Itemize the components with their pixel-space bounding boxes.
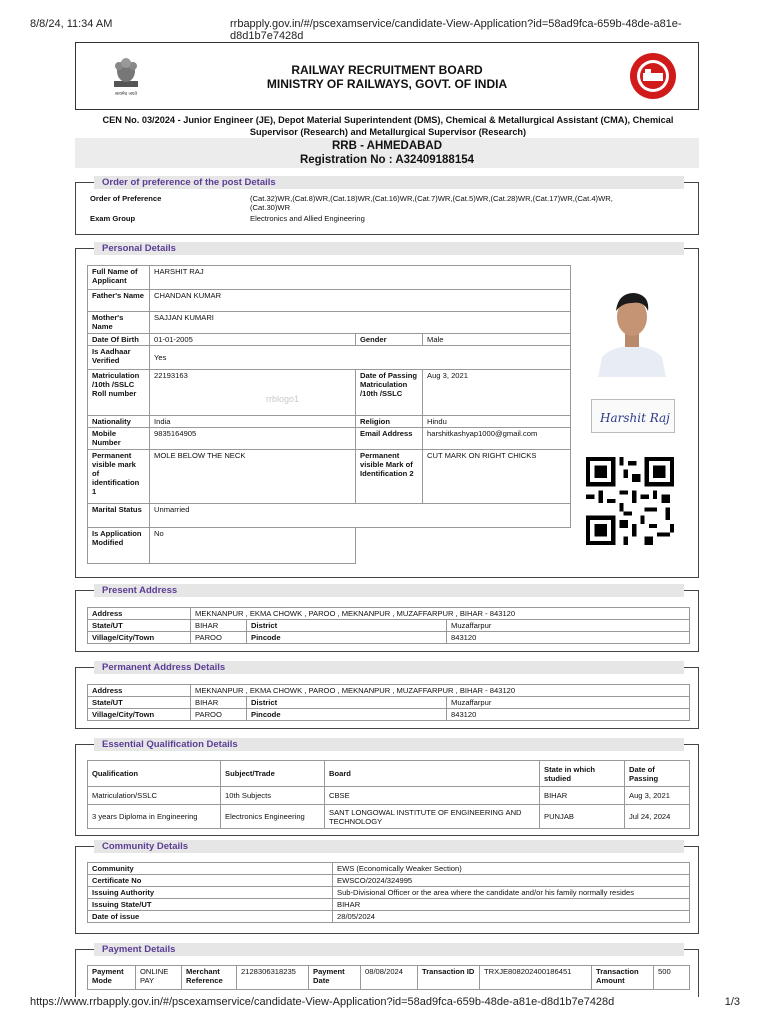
transaction-id-label: Transaction ID bbox=[418, 966, 480, 990]
permanent-state-label: State/UT bbox=[88, 697, 191, 709]
qual-header-subject: Subject/Trade bbox=[221, 761, 325, 787]
preference-label: Order of Preference bbox=[90, 194, 162, 203]
qr-code-icon bbox=[586, 457, 674, 545]
qual-header-date: Date of Passing bbox=[625, 761, 690, 787]
qualification-title: Essential Qualification Details bbox=[94, 738, 684, 751]
preference-title: Order of preference of the post Details bbox=[94, 176, 684, 189]
permanent-address-value: MEKNANPUR , EKMA CHOWK , PAROO , MEKNANPUR , MUZAFFARPUR , BIHAR - 843120 bbox=[191, 685, 690, 697]
qual-cell: CBSE bbox=[325, 787, 540, 805]
applicant-signature bbox=[591, 399, 675, 433]
mark1-label: Permanent visible mark of identification 1 bbox=[88, 450, 150, 504]
qual-cell: BIHAR bbox=[540, 787, 625, 805]
roll-label: Matriculation /10th /SSLC Roll number bbox=[88, 370, 150, 416]
merchant-value: 2128306318235 bbox=[237, 966, 309, 990]
email-label: Email Address bbox=[356, 428, 423, 450]
email-value: harshitkashyap1000@gmail.com bbox=[423, 428, 571, 450]
qual-header-qualification: Qualification bbox=[88, 761, 221, 787]
permanent-village-value: PAROO bbox=[191, 709, 247, 721]
personal-table bbox=[87, 265, 571, 564]
roll-value: 22193163 bbox=[150, 370, 356, 416]
transaction-amount-value: 500 bbox=[654, 966, 690, 990]
print-url: rrbapply.gov.in/#/pscexamservice/candidate-View-Application?id=58ad9fca-659b-48de-a81e-d8d1b7e7428d bbox=[230, 18, 682, 42]
page-number: 1/3 bbox=[724, 996, 740, 1008]
board-header bbox=[75, 42, 699, 110]
rrb-band bbox=[75, 138, 699, 168]
certificate-label: Certificate No bbox=[88, 875, 333, 887]
present-district-label: District bbox=[247, 620, 447, 632]
community-value: EWS (Economically Weaker Section) bbox=[333, 863, 690, 875]
present-village-value: PAROO bbox=[191, 632, 247, 644]
registration-number: Registration No : A32409188154 bbox=[299, 154, 475, 166]
community-label: Community bbox=[88, 863, 333, 875]
transaction-id-value: TRXJE808202400186451 bbox=[480, 966, 592, 990]
qual-header-board: Board bbox=[325, 761, 540, 787]
permanent-pincode-label: Pincode bbox=[247, 709, 447, 721]
present-address-title: Present Address bbox=[94, 584, 684, 597]
present-district-value: Muzaffarpur bbox=[447, 620, 690, 632]
permanent-village-label: Village/City/Town bbox=[88, 709, 191, 721]
modified-label: Is Application Modified bbox=[88, 528, 150, 564]
nationality-label: Nationality bbox=[88, 416, 150, 428]
mobile-value: 9835164905 bbox=[150, 428, 356, 450]
payment-date-label: Payment Date bbox=[309, 966, 361, 990]
watermark: rrblogo1 bbox=[266, 394, 300, 404]
authority-label: Issuing Authority bbox=[88, 887, 333, 899]
table-row bbox=[88, 787, 690, 805]
dob-value: 01-01-2005 bbox=[150, 334, 356, 346]
community-section bbox=[75, 841, 699, 934]
mark2-value: CUT MARK ON RIGHT CHICKS bbox=[423, 450, 571, 504]
qual-cell: 3 years Diploma in Engineering bbox=[88, 805, 221, 829]
personal-section bbox=[75, 243, 699, 578]
permanent-address-label: Address bbox=[88, 685, 191, 697]
qual-cell: 10th Subjects bbox=[221, 787, 325, 805]
mother-value: SAJJAN KUMARI bbox=[150, 312, 571, 334]
mark1-value: MOLE BELOW THE NECK bbox=[150, 450, 356, 504]
present-address-value: MEKNANPUR , EKMA CHOWK , PAROO , MEKNANPUR , MUZAFFARPUR , BIHAR - 843120 bbox=[191, 608, 690, 620]
transaction-amount-label: Transaction Amount bbox=[592, 966, 654, 990]
rrb-name: RRB - AHMEDABAD bbox=[331, 140, 443, 152]
payment-section bbox=[75, 944, 699, 997]
permanent-address-title: Permanent Address Details bbox=[94, 661, 684, 674]
present-state-label: State/UT bbox=[88, 620, 191, 632]
cen-notice bbox=[78, 114, 698, 138]
gender-value: Male bbox=[423, 334, 571, 346]
qualification-table bbox=[87, 760, 690, 829]
qual-header-state: State in which studied bbox=[540, 761, 625, 787]
print-datetime: 8/8/24, 11:34 AM bbox=[30, 18, 113, 30]
full-name-label: Full Name of Applicant bbox=[88, 266, 150, 290]
payment-mode-label: Payment Mode bbox=[88, 966, 136, 990]
religion-value: Hindu bbox=[423, 416, 571, 428]
passing-label: Date of Passing Matriculation /10th /SSLC bbox=[356, 370, 423, 416]
table-row bbox=[88, 805, 690, 829]
issuing-state-label: Issuing State/UT bbox=[88, 899, 333, 911]
payment-date-value: 08/08/2024 bbox=[361, 966, 418, 990]
permanent-address-section bbox=[75, 662, 699, 729]
indian-railways-logo-icon bbox=[628, 51, 678, 101]
emblem-caption: सत्यमेव जयते bbox=[114, 92, 138, 97]
nationality-value: India bbox=[150, 416, 356, 428]
qual-cell: PUNJAB bbox=[540, 805, 625, 829]
signature-text: Harshit Raj bbox=[600, 411, 670, 425]
present-pincode-value: 843120 bbox=[447, 632, 690, 644]
permanent-state-value: BIHAR bbox=[191, 697, 247, 709]
present-pincode-label: Pincode bbox=[247, 632, 447, 644]
qual-cell: Matriculation/SSLC bbox=[88, 787, 221, 805]
issuing-state-value: BIHAR bbox=[333, 899, 690, 911]
issue-date-value: 28/05/2024 bbox=[333, 911, 690, 923]
full-name-value: HARSHIT RAJ bbox=[150, 266, 571, 290]
personal-title: Personal Details bbox=[94, 242, 684, 255]
gender-label: Gender bbox=[356, 334, 423, 346]
preference-value: (Cat.32)WR,(Cat.8)WR,(Cat.18)WR,(Cat.16)WR,(Cat.7)WR,(Cat.5)WR,(Cat.28)WR,(Cat.17)WR,(Cat.4)WR, (Cat.30)WR bbox=[250, 194, 613, 212]
father-value: CHANDAN KUMAR bbox=[150, 290, 571, 312]
father-label: Father's Name bbox=[88, 290, 150, 312]
permanent-district-label: District bbox=[247, 697, 447, 709]
qualification-section bbox=[75, 739, 699, 836]
payment-mode-value: ONLINE PAY bbox=[136, 966, 182, 990]
present-state-value: BIHAR bbox=[191, 620, 247, 632]
religion-label: Religion bbox=[356, 416, 423, 428]
aadhaar-value: Yes bbox=[150, 346, 571, 370]
certificate-value: EWSCO/2024/324995 bbox=[333, 875, 690, 887]
permanent-district-value: Muzaffarpur bbox=[447, 697, 690, 709]
modified-value: No bbox=[150, 528, 356, 564]
marital-label: Marital Status bbox=[88, 504, 150, 528]
present-address-label: Address bbox=[88, 608, 191, 620]
marital-value: Unmarried bbox=[150, 504, 571, 528]
qual-cell: Aug 3, 2021 bbox=[625, 787, 690, 805]
board-title-line1: RAILWAY RECRUITMENT BOARD bbox=[291, 63, 483, 77]
exam-group-value: Electronics and Allied Engineering bbox=[250, 214, 365, 223]
cen-line2: Supervisor (Research) and Metallurgical Supervisor (Research) bbox=[249, 127, 527, 137]
present-village-label: Village/City/Town bbox=[88, 632, 191, 644]
preference-section bbox=[75, 177, 699, 235]
print-footer bbox=[30, 996, 740, 1010]
merchant-label: Merchant Reference bbox=[182, 966, 237, 990]
print-header bbox=[30, 14, 740, 42]
qual-cell: SANT LONGOWAL INSTITUTE OF ENGINEERING AND TECHNOLOGY bbox=[325, 805, 540, 829]
community-title: Community Details bbox=[94, 840, 684, 853]
issue-date-label: Date of issue bbox=[88, 911, 333, 923]
qual-cell: Electronics Engineering bbox=[221, 805, 325, 829]
present-address-section bbox=[75, 585, 699, 652]
mother-label: Mother's Name bbox=[88, 312, 150, 334]
dob-label: Date Of Birth bbox=[88, 334, 150, 346]
footer-url: https://www.rrbapply.gov.in/#/pscexamservice/candidate-View-Application?id=58ad9fca-659b-48de-a81e-d8d1b7e7428d bbox=[30, 996, 615, 1008]
mark2-label: Permanent visible Mark of Identification 2 bbox=[356, 450, 423, 504]
permanent-pincode-value: 843120 bbox=[447, 709, 690, 721]
payment-title: Payment Details bbox=[94, 943, 684, 956]
qual-cell: Jul 24, 2024 bbox=[625, 805, 690, 829]
authority-value: Sub-Divisional Officer or the area where the candidate and/or his family normally resides bbox=[333, 887, 690, 899]
mobile-label: Mobile Number bbox=[88, 428, 150, 450]
cen-line1: CEN No. 03/2024 - Junior Engineer (JE), Depot Material Superintendent (DMS), Chemical & Metallurgical Assistant (CMA), Chemical bbox=[102, 115, 674, 125]
board-title-line2: MINISTRY OF RAILWAYS, GOVT. OF INDIA bbox=[266, 77, 508, 91]
passing-value: Aug 3, 2021 bbox=[423, 370, 571, 416]
applicant-photo bbox=[594, 279, 670, 377]
aadhaar-label: Is Aadhaar Verified bbox=[88, 346, 150, 370]
exam-group-label: Exam Group bbox=[90, 214, 136, 223]
